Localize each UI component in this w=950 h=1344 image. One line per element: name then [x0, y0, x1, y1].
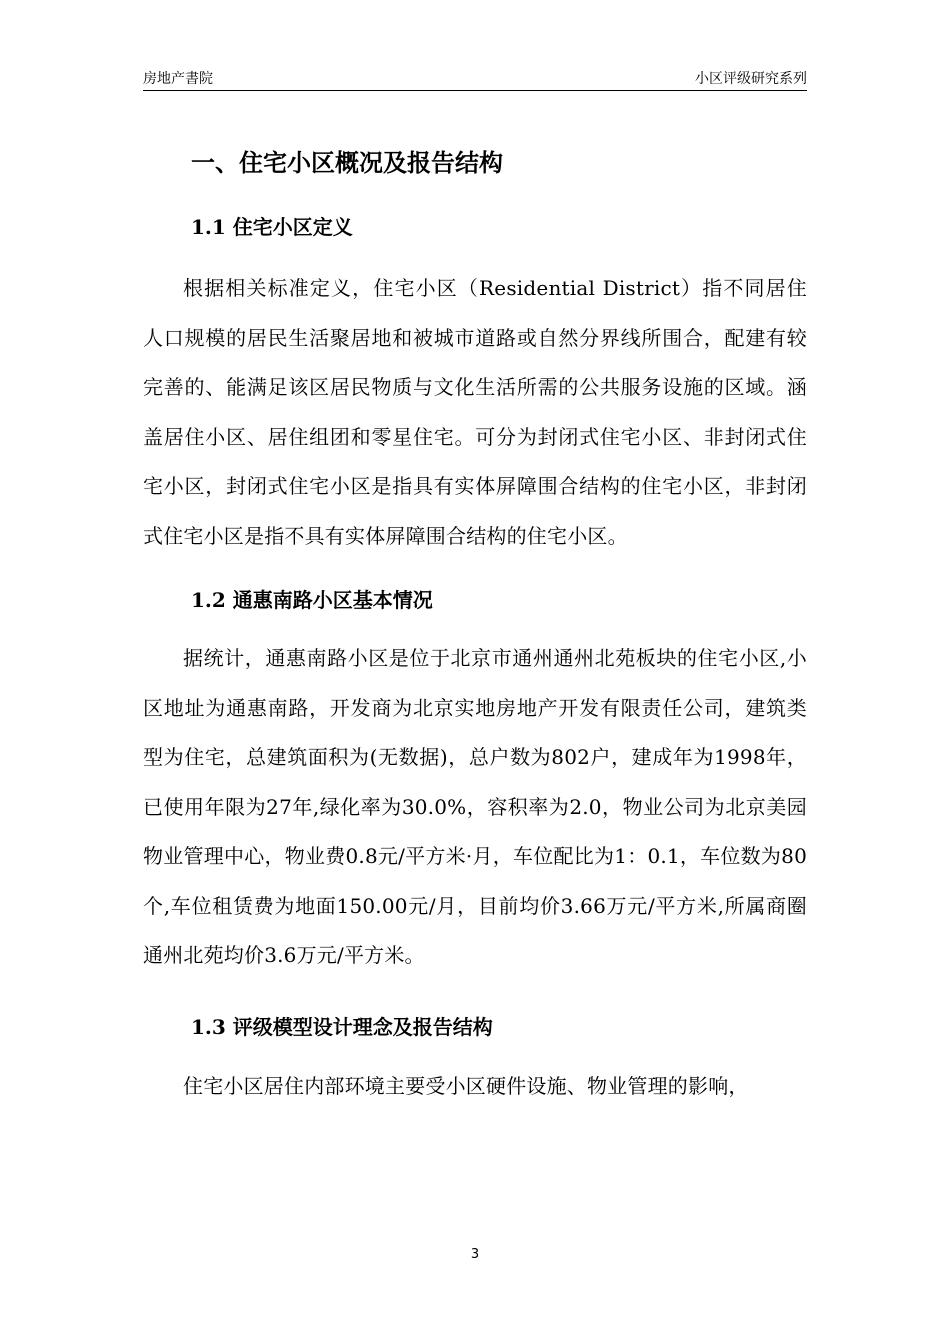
header-publisher: 房地产書院 — [143, 71, 213, 87]
section-paragraph-1-1: 根据相关标准定义，住宅小区（Residential District）指不同居住人口规模的居民生活聚居地和被城市道路或自然分界线所围合，配建有较完善的、能满足该区居民物质与文化生活所需的公共服务设施的区域。涵盖居住小区、居住组团和零星住宅。可分为封闭式住宅小区、非封闭式住宅小区，封闭式住宅小区是指具有实体屏障围合结构的住宅小区，非封闭式住宅小区是指不具有实体屏障围合结构的住宅小区。 — [143, 276, 807, 548]
section-paragraph-1-3: 住宅小区居住内部环境主要受小区硬件设施、物业管理的影响， — [183, 1073, 749, 1098]
section-heading-1-1: 1.1 住宅小区定义 — [191, 215, 353, 239]
header-series-title: 小区评级研究系列 — [695, 71, 807, 87]
chapter-heading: 一、住宅小区概况及报告结构 — [191, 148, 503, 177]
document-body — [143, 143, 807, 1111]
section-heading-1-2: 1.2 通惠南路小区基本情况 — [191, 588, 433, 612]
section-paragraph-1-2: 据统计，通惠南路小区是位于北京市通州通州北苑板块的住宅小区,小区地址为通惠南路，开发商为北京实地房地产开发有限责任公司，建筑类型为住宅，总建筑面积为(无数据)，总户数为802户，建成年为1998年，已使用年限为27年,绿化率为30.0%，容积率为2.0，物业公司为北京美园物业管理中心，物业费0.8元/平方米·月，车位配比为1：0.1，车位数为80个,车位租赁费为地面150.00元/月，目前均价3.66万元/平方米,所属商圈通州北苑均价3.6万元/平方米。 — [143, 646, 807, 967]
page-number: 3 — [470, 1247, 480, 1262]
section-heading-1-3: 1.3 评级模型设计理念及报告结构 — [191, 1014, 493, 1039]
page-header — [143, 68, 807, 91]
